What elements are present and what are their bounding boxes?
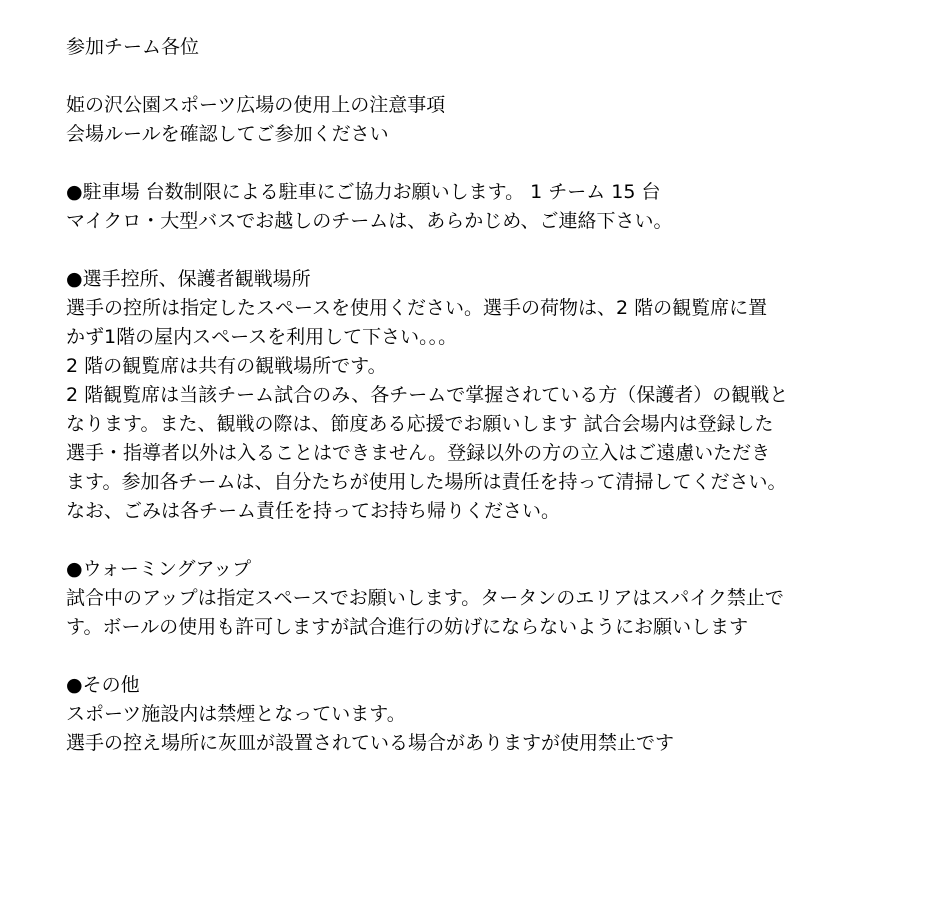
section-parking [66,178,936,236]
spacer [66,642,936,671]
spacer [66,149,936,178]
section-line: 2 階の観覧席は共有の観戦場所です。 [66,355,387,377]
section-heading-other: ●その他 [66,674,140,696]
spacer [66,526,936,555]
section-heading-parking: ●駐車場 台数制限による駐車にご協力お願いします。 1 チーム 15 台 [66,181,661,203]
section-other [66,671,936,758]
section-line: 選手の控え場所に灰皿が設置されている場合がありますが使用禁止です [66,732,675,754]
section-line: かず1階の屋内スペースを利用して下さい。。。 [66,326,458,348]
spacer [66,236,936,265]
section-line: 選手・指導者以外は入ることはできません。登録以外の方の立入はご遠慮いただき [66,442,771,464]
notice-title: 姫の沢公園スポーツ広場の使用上の注意事項 [66,94,446,116]
section-waiting-area [66,265,936,526]
section-line: なお、ごみは各チーム責任を持ってお持ち帰りください。 [66,500,561,522]
notice-subtitle: 会場ルールを確認してご参加ください [66,123,389,145]
section-warmup [66,555,936,642]
section-heading-warmup: ●ウォーミングアップ [66,558,252,580]
section-heading-waiting-area: ●選手控所、保護者観戦場所 [66,268,311,290]
section-line: マイクロ・大型バスでお越しのチームは、あらかじめ、ご連絡下さい。 [66,210,673,232]
section-line: ます。参加各チームは、自分たちが使用した場所は責任を持って清掃してください。 [66,471,787,493]
section-line: 2 階観覧席は当該チーム試合のみ、各チームで掌握されている方（保護者）の観戦と [66,384,789,406]
spacer [66,62,936,91]
section-line: 選手の控所は指定したスペースを使用ください。選手の荷物は、2 階の観覧席に置 [66,297,768,319]
section-line: スポーツ施設内は禁煙となっています。 [66,703,406,725]
section-line: 試合中のアップは指定スペースでお願いします。タータンのエリアはスパイク禁止で [66,587,784,609]
greeting: 参加チーム各位 [66,36,200,58]
section-line: す。ボールの使用も許可しますが試合進行の妨げにならないようにお願いします [66,616,749,638]
notice-document [66,33,936,758]
section-line: なります。また、観戦の際は、節度ある応援でお願いします 試合会場内は登録した [66,413,774,435]
